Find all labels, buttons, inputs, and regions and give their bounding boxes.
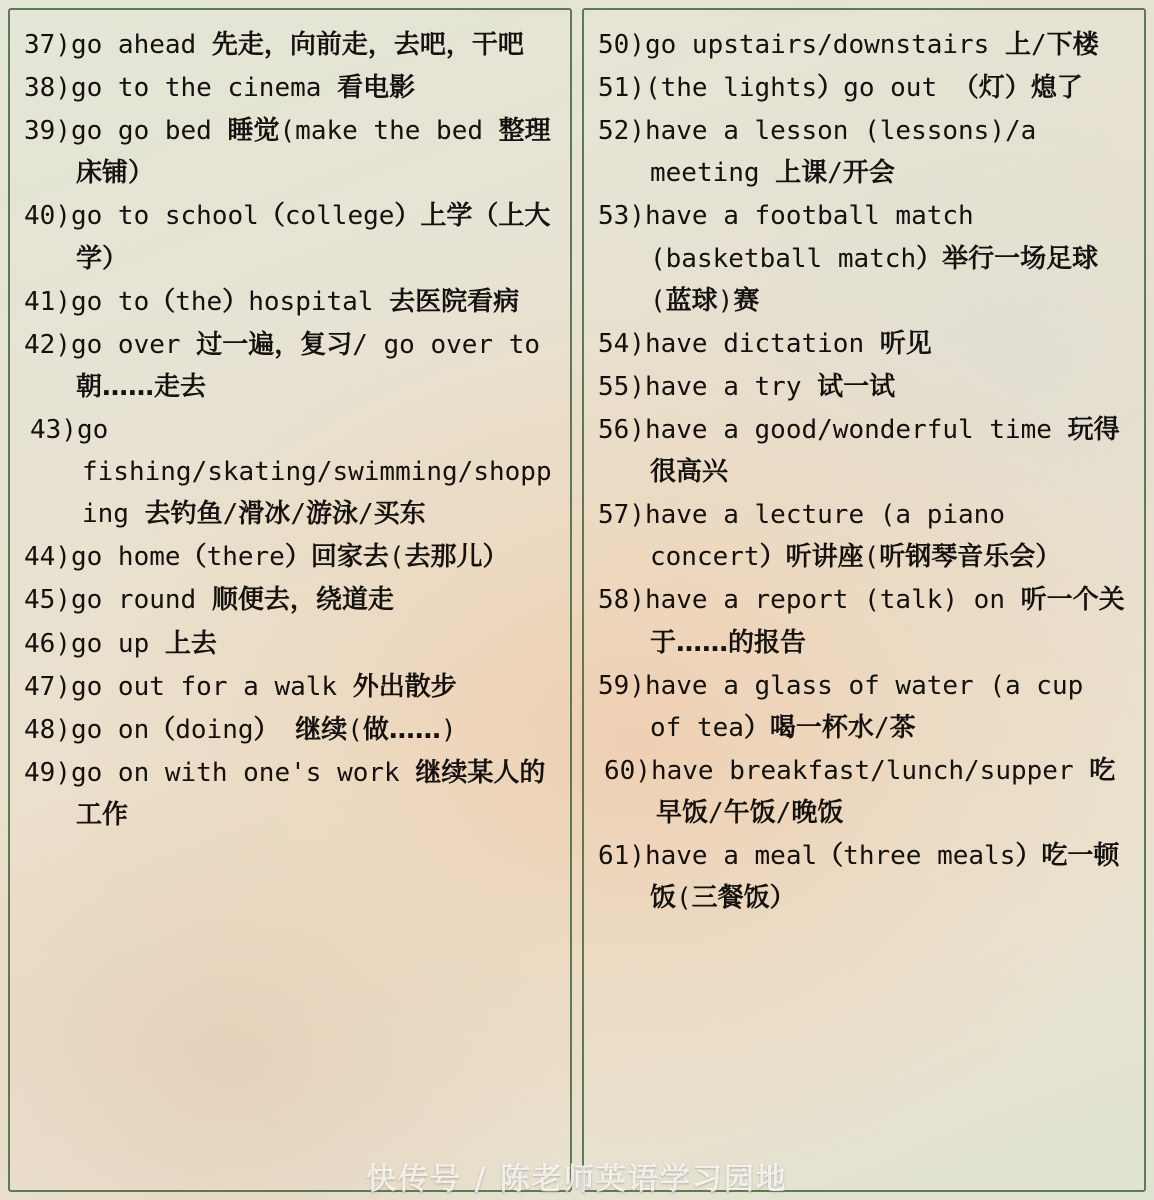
list-item: 48)go on（doing） 继续(做……): [24, 714, 457, 745]
list-item: 43)go fishing/skating/swimming/shopping 去钓鱼/滑冰/游泳/买东: [30, 414, 552, 530]
list-item: 54)have dictation 听见: [598, 328, 932, 359]
list-item: 53)have a football match (basketball match）举行一场足球(蓝球)赛: [598, 201, 1099, 316]
list-item: 61)have a meal（three meals）吃一顿饭(三餐饭）: [598, 841, 1120, 914]
list-item: 40)go to school（college）上学（上大学）: [24, 201, 551, 274]
list-item: 42)go over 过一遍，复习/ go over to 朝……走去: [24, 329, 541, 402]
list-item: 50)go upstairs/downstairs 上/下楼: [598, 30, 1099, 60]
watermark: 快传号 / 陈老师英语学习园地: [366, 1162, 788, 1197]
list-item: 56)have a good/wonderful time 玩得很高兴: [598, 414, 1120, 488]
list-item: 41)go to（the）hospital 去医院看病: [24, 286, 520, 317]
list-item: 60)have breakfast/lunch/supper 吃早饭/午饭/晚饭: [604, 755, 1116, 828]
list-item: 52)have a lesson (lessons)/a meeting 上课/开会: [598, 116, 1037, 189]
list-item: 57)have a lecture (a piano concert）听讲座(听钢琴音乐会）: [598, 500, 1062, 573]
list-item: 59)have a glass of water (a cup of tea）喝一杯水/茶: [598, 670, 1084, 743]
right-column: [582, 8, 1146, 1192]
list-item: 37)go ahead 先走，向前走，去吧，干吧: [24, 30, 524, 60]
list-item: 47)go out for a walk 外出散步: [24, 671, 457, 702]
list-item: 46)go up 上去: [24, 628, 217, 659]
list-item: 45)go round 顺便去，绕道走: [24, 585, 394, 616]
list-item: 44)go home（there）回家去(去那儿）: [24, 542, 509, 573]
list-item: 49)go on with one's work 继续某人的工作: [24, 757, 546, 830]
left-column: [8, 8, 572, 1192]
list-item: 58)have a report (talk) on 听一个关于……的报告: [598, 585, 1125, 658]
list-item: 38)go to the cinema 看电影: [24, 73, 416, 104]
list-item: 39)go go bed 睡觉(make the bed 整理床铺）: [24, 116, 551, 189]
list-item: 55)have a try 试一试: [598, 371, 896, 402]
list-item: 51)(the lights）go out （灯）熄了: [598, 73, 1083, 104]
